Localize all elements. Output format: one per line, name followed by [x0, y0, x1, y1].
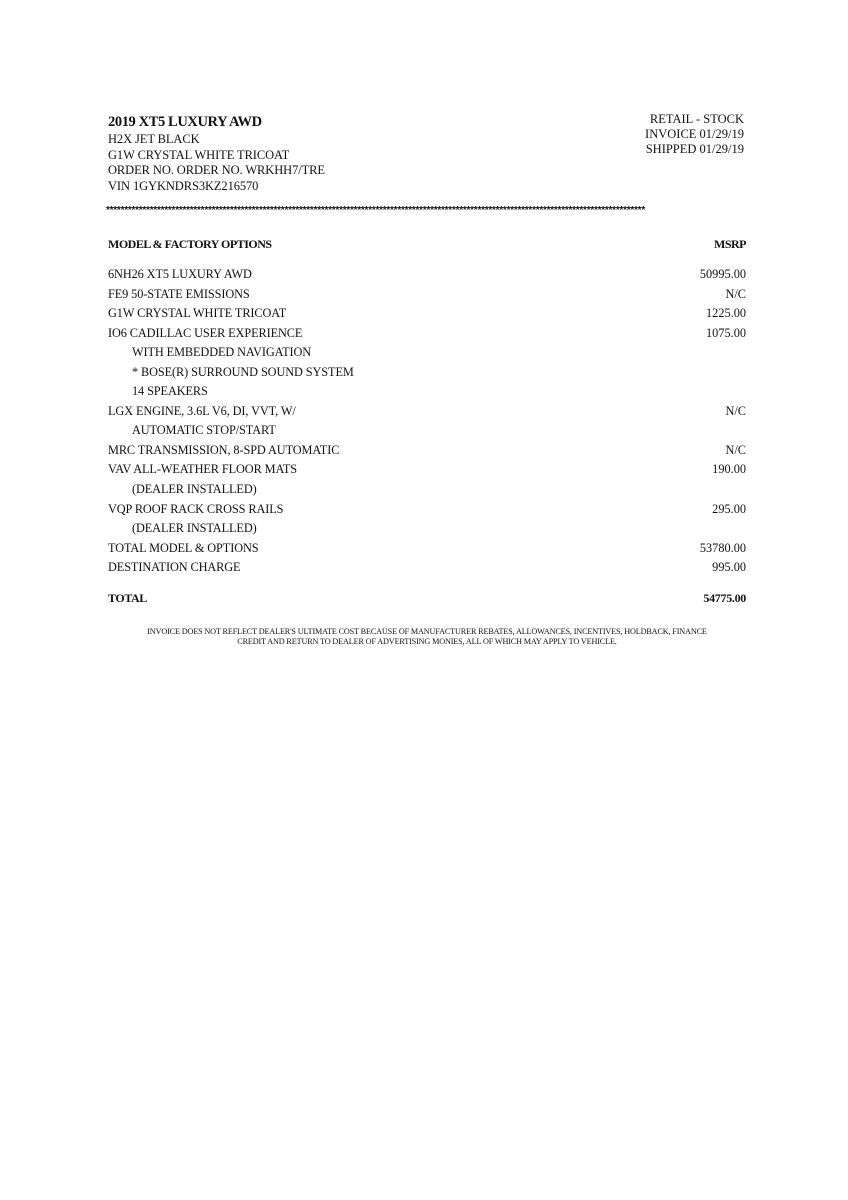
option-price: 295.00: [712, 501, 746, 516]
option-row-continuation: [108, 422, 746, 442]
option-row: [108, 442, 746, 462]
shipped-date: SHIPPED 01/29/19: [645, 142, 744, 156]
option-price: N/C: [725, 403, 746, 418]
option-price: 50995.00: [699, 267, 746, 281]
option-description: AUTOMATIC STOP/START: [132, 423, 276, 438]
subtotal-row: [108, 540, 746, 560]
option-description: 6NH26 XT5 LUXURY AWD: [108, 267, 252, 281]
option-description: VAV ALL-WEATHER FLOOR MATS: [108, 462, 298, 477]
invoice-date: INVOICE 01/29/19: [645, 127, 744, 141]
option-description: (DEALER INSTALLED): [132, 521, 257, 536]
option-description: WITH EMBEDDED NAVIGATION: [132, 345, 312, 360]
total-row: [108, 591, 746, 609]
option-row-continuation: [108, 383, 746, 403]
option-description: IO6 CADILLAC USER EXPERIENCE: [108, 325, 303, 340]
invoice-status: [524, 112, 744, 157]
option-description: VQP ROOF RACK CROSS RAILS: [108, 501, 284, 516]
option-price: N/C: [725, 286, 746, 301]
options-column-header: MODEL & FACTORY OPTIONS: [108, 237, 272, 251]
option-description: DESTINATION CHARGE: [108, 560, 241, 575]
option-price: 1075.00: [706, 325, 746, 340]
vehicle-title: 2019 XT5 LUXURY AWD: [108, 114, 262, 130]
option-row: [108, 461, 746, 481]
option-row: [108, 325, 746, 345]
option-price: 53780.00: [699, 540, 746, 555]
option-description: LGX ENGINE, 3.6L V6, DI, VVT, W/: [108, 403, 296, 418]
option-row: [108, 266, 746, 286]
option-description: TOTAL MODEL & OPTIONS: [108, 540, 259, 555]
option-price: 190.00: [712, 462, 746, 477]
vin-number: VIN 1GYKNDRS3KZ216570: [108, 178, 259, 193]
option-row-continuation: [108, 481, 746, 501]
option-description: * BOSE(R) SURROUND SOUND SYSTEM: [132, 364, 354, 379]
exterior-color: G1W CRYSTAL WHITE TRICOAT: [108, 147, 290, 162]
disclaimer-line-2: CREDIT AND RETURN TO DEALER OF ADVERTISING MONIES, ALL OF WHICH MAY APPLY TO VEHICLE.: [237, 637, 617, 646]
option-description: MRC TRANSMISSION, 8-SPD AUTOMATIC: [108, 442, 340, 457]
sale-type: RETAIL - STOCK: [649, 112, 744, 126]
option-description: G1W CRYSTAL WHITE TRICOAT: [108, 306, 287, 321]
disclaimer-line-1: INVOICE DOES NOT REFLECT DEALER'S ULTIMATE COST BECAUSE OF MANUFACTURER REBATES, ALLOWANCES, INCENTIVES, HOLDBACK, FINANCE: [147, 627, 707, 636]
option-price: N/C: [725, 442, 746, 457]
separator-line: ****************************************************************************************************************************************************: [106, 205, 645, 216]
option-row: [108, 501, 746, 521]
option-description: (DEALER INSTALLED): [132, 482, 257, 497]
option-row: [108, 305, 746, 325]
option-row-continuation: [108, 344, 746, 364]
destination-row: [108, 559, 746, 579]
options-list: [108, 266, 746, 579]
option-price: 1225.00: [706, 306, 746, 321]
disclaimer: [100, 627, 754, 647]
msrp-column-header: MSRP: [714, 237, 746, 251]
option-description: 14 SPEAKERS: [132, 384, 208, 399]
order-number: ORDER NO. ORDER NO. WRKHH7/TRE: [108, 163, 325, 177]
option-row: [108, 286, 746, 306]
interior-color: H2X JET BLACK: [108, 132, 200, 146]
option-row-continuation: [108, 364, 746, 384]
option-row-continuation: [108, 520, 746, 540]
option-price: 995.00: [712, 560, 746, 575]
option-row: [108, 403, 746, 423]
total-value: 54775.00: [703, 591, 746, 605]
vehicle-info: [108, 113, 528, 194]
options-table-header: [108, 237, 746, 255]
option-description: FE9 50-STATE EMISSIONS: [108, 286, 250, 301]
total-label: TOTAL: [108, 591, 147, 605]
